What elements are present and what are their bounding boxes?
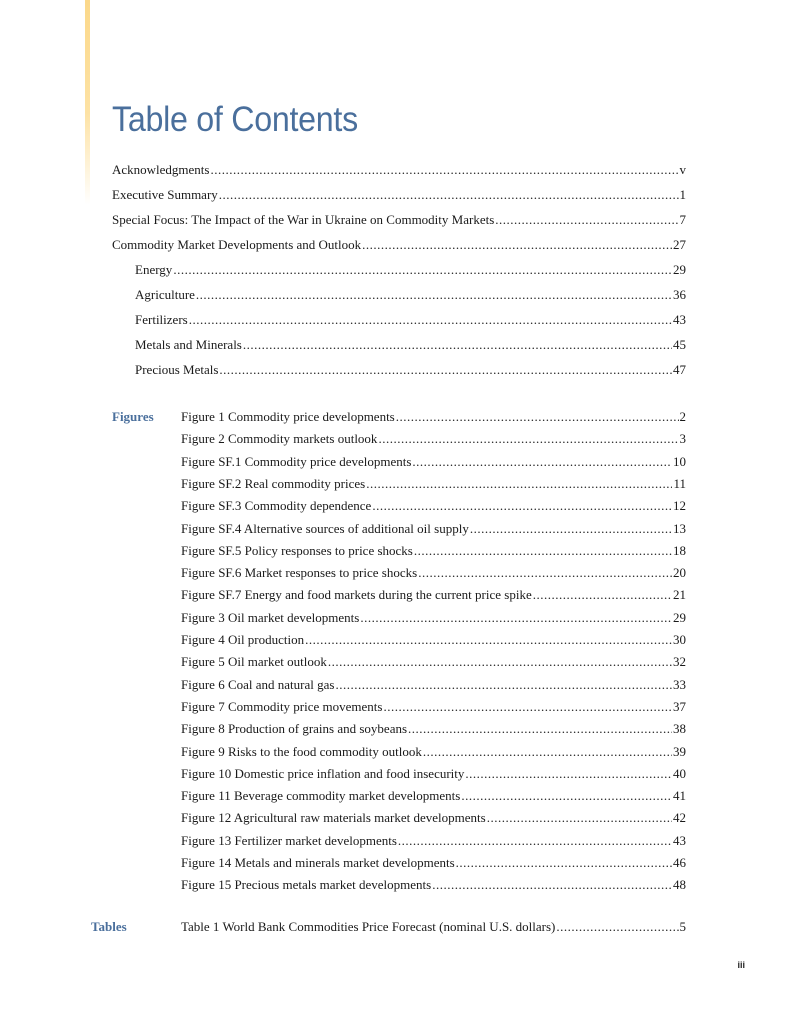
dot-leader xyxy=(372,498,672,514)
entry-page-number: 13 xyxy=(673,520,686,536)
figure-entry[interactable] xyxy=(181,677,686,693)
entry-page-number: 2 xyxy=(679,409,686,424)
entry-label: Figure 9 Risks to the food commodity outlook xyxy=(181,743,422,759)
entry-page-number: 32 xyxy=(673,654,686,670)
accent-bar xyxy=(85,0,90,205)
dot-leader xyxy=(210,162,678,178)
dot-leader xyxy=(418,565,672,581)
entry-label: Figure 13 Fertilizer market developments xyxy=(181,832,397,848)
entry-label: Precious Metals xyxy=(135,362,219,377)
figure-entry[interactable] xyxy=(181,610,686,626)
page-folio: iii xyxy=(737,960,745,970)
entry-page-number: 48 xyxy=(673,877,686,893)
entry-page-number: v xyxy=(679,162,686,177)
entry-label: Figure 4 Oil production xyxy=(181,632,305,647)
dot-leader xyxy=(328,654,672,670)
figure-entry[interactable] xyxy=(181,543,686,559)
entry-label: Figure 5 Oil market outlook xyxy=(181,654,327,670)
dot-leader xyxy=(461,788,672,804)
entry-label: Figure 14 Metals and minerals market developments xyxy=(181,855,455,870)
dot-leader xyxy=(366,476,672,492)
dot-leader xyxy=(335,677,672,693)
entry-page-number: 43 xyxy=(673,832,686,848)
entry-label: Fertilizers xyxy=(135,312,188,327)
dot-leader xyxy=(360,610,672,626)
figure-entry[interactable] xyxy=(181,431,686,447)
tables-heading: Tables xyxy=(91,919,127,934)
entry-page-number: 30 xyxy=(673,632,686,647)
dot-leader xyxy=(378,431,678,447)
figure-entry[interactable] xyxy=(181,587,686,603)
figures-heading: Figures xyxy=(112,409,154,424)
dot-leader xyxy=(408,721,672,737)
entry-page-number: 27 xyxy=(673,237,686,252)
figure-entry[interactable] xyxy=(181,521,686,537)
entry-page-number: 3 xyxy=(679,431,686,447)
figure-entry[interactable] xyxy=(181,810,686,826)
entry-label: Executive Summary xyxy=(112,187,218,202)
entry-label: Commodity Market Developments and Outlook xyxy=(112,237,362,252)
dot-leader xyxy=(470,521,672,537)
entry-label: Figure 1 Commodity price developments xyxy=(181,409,395,424)
dot-leader xyxy=(396,409,679,425)
table-entry[interactable] xyxy=(181,919,686,935)
page-title: Table of Contents xyxy=(112,100,358,139)
entry-label: Figure 3 Oil market developments xyxy=(181,609,360,625)
figure-entry[interactable] xyxy=(181,565,686,581)
entry-label: Energy xyxy=(135,262,173,277)
entry-label: Figure SF.1 Commodity price developments xyxy=(181,453,412,469)
figure-entry[interactable] xyxy=(181,654,686,670)
entry-page-number: 18 xyxy=(673,542,686,558)
entry-label: Figure SF.2 Real commodity prices xyxy=(181,475,366,491)
dot-leader xyxy=(487,810,672,826)
entry-page-number: 29 xyxy=(673,262,686,277)
entry-page-number: 46 xyxy=(673,855,686,870)
dot-leader xyxy=(432,877,672,893)
entry-label: Figure SF.3 Commodity dependence xyxy=(181,498,372,514)
entry-page-number: 29 xyxy=(673,609,686,625)
entry-page-number: 47 xyxy=(673,362,686,377)
figure-entry[interactable] xyxy=(181,454,686,470)
entry-label: Figure 8 Production of grains and soybeans xyxy=(181,721,408,737)
dot-leader xyxy=(362,237,672,253)
figure-entry[interactable] xyxy=(181,699,686,715)
dot-leader xyxy=(189,312,672,328)
toc-entry[interactable] xyxy=(135,362,686,378)
entry-page-number: 45 xyxy=(673,337,686,352)
entry-label: Special Focus: The Impact of the War in Ukraine on Commodity Markets xyxy=(112,212,495,227)
dot-leader xyxy=(465,766,672,782)
entry-label: Figure SF.6 Market responses to price shocks xyxy=(181,565,418,581)
entry-page-number: 20 xyxy=(673,565,686,581)
entry-page-number: 37 xyxy=(673,698,686,714)
entry-page-number: 36 xyxy=(673,287,686,302)
entry-page-number: 12 xyxy=(673,498,686,514)
toc-entry[interactable] xyxy=(135,337,686,353)
entry-label: Acknowledgments xyxy=(112,162,210,177)
dot-leader xyxy=(423,744,672,760)
entry-label: Figure SF.4 Alternative sources of additional oil supply xyxy=(181,520,469,536)
entry-page-number: 42 xyxy=(673,810,686,826)
figure-entry[interactable] xyxy=(181,744,686,760)
dot-leader xyxy=(456,855,672,871)
entry-page-number: 43 xyxy=(673,312,686,327)
toc-entry[interactable] xyxy=(112,237,686,253)
figure-entry[interactable] xyxy=(181,476,686,492)
entry-page-number: 41 xyxy=(673,788,686,804)
entry-page-number: 5 xyxy=(679,919,686,934)
dot-leader xyxy=(412,454,672,470)
figure-entry[interactable] xyxy=(181,788,686,804)
entry-page-number: 7 xyxy=(679,212,686,227)
entry-label: Figure 15 Precious metals market developments xyxy=(181,877,432,893)
figure-entry[interactable] xyxy=(181,855,686,871)
dot-leader xyxy=(243,337,672,353)
entry-page-number: 11 xyxy=(673,475,686,491)
toc-entry[interactable] xyxy=(112,212,686,228)
entry-label: Figure 6 Coal and natural gas xyxy=(181,676,335,692)
dot-leader xyxy=(219,187,679,203)
entry-label: Agriculture xyxy=(135,287,195,302)
toc-entry[interactable] xyxy=(112,187,686,203)
figure-entry[interactable] xyxy=(181,833,686,849)
figure-entry[interactable] xyxy=(181,877,686,893)
dot-leader xyxy=(495,212,678,228)
dot-leader xyxy=(398,833,672,849)
entry-page-number: 40 xyxy=(673,765,686,781)
dot-leader xyxy=(383,699,672,715)
dot-leader xyxy=(196,287,672,303)
entry-page-number: 39 xyxy=(673,743,686,759)
entry-label: Figure SF.7 Energy and food markets during the current price spike xyxy=(181,587,532,603)
entry-label: Figure SF.5 Policy responses to price shocks xyxy=(181,542,413,558)
figure-entry[interactable] xyxy=(181,498,686,514)
toc-entry[interactable] xyxy=(135,262,686,278)
entry-label: Figure 10 Domestic price inflation and food insecurity xyxy=(181,765,465,781)
entry-label: Figure 2 Commodity markets outlook xyxy=(181,431,378,447)
entry-page-number: 38 xyxy=(673,721,686,737)
entry-label: Figure 12 Agricultural raw materials market developments xyxy=(181,810,486,826)
entry-label: Metals and Minerals xyxy=(135,337,242,352)
toc-entry[interactable] xyxy=(112,162,686,178)
dot-leader xyxy=(305,632,672,648)
toc-entry[interactable] xyxy=(135,312,686,328)
dot-leader xyxy=(173,262,672,278)
figure-entry[interactable] xyxy=(181,632,686,648)
entry-page-number: 33 xyxy=(673,676,686,692)
entry-label: Figure 11 Beverage commodity market developments xyxy=(181,788,461,804)
entry-label: Table 1 World Bank Commodities Price Forecast (nominal U.S. dollars) xyxy=(181,919,556,934)
dot-leader xyxy=(556,919,678,935)
dot-leader xyxy=(533,587,672,603)
dot-leader xyxy=(414,543,672,559)
entry-page-number: 21 xyxy=(673,587,686,603)
figure-entry[interactable] xyxy=(181,721,686,737)
toc-entry[interactable] xyxy=(135,287,686,303)
figure-entry[interactable] xyxy=(181,766,686,782)
entry-page-number: 10 xyxy=(673,453,686,469)
figure-entry[interactable] xyxy=(181,409,686,425)
dot-leader xyxy=(219,362,672,378)
entry-page-number: 1 xyxy=(679,187,686,202)
entry-label: Figure 7 Commodity price movements xyxy=(181,698,383,714)
